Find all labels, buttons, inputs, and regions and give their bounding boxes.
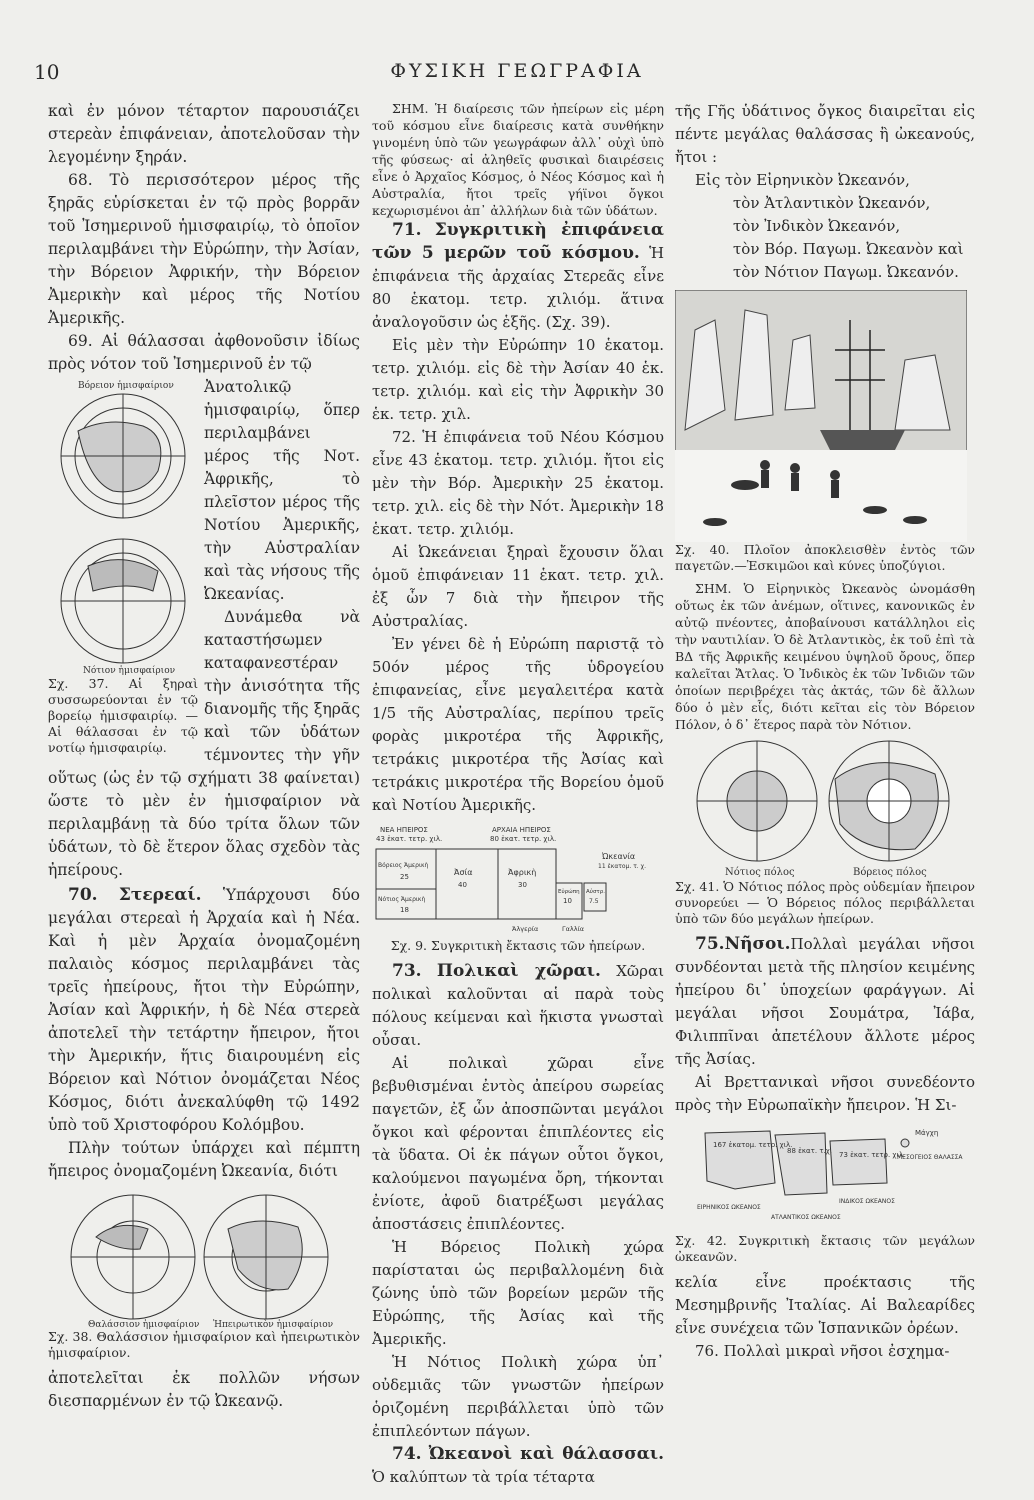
figure-38 <box>48 1189 360 1361</box>
fig39-nea-sub: 43 ἑκατ. τετρ. χιλ. <box>376 835 443 843</box>
fig39-arxaia-sub: 80 ἑκατ. τετρ. χιλ. <box>490 835 557 843</box>
column-1 <box>48 100 360 1413</box>
figure-37 <box>48 376 198 756</box>
section-74-number: 74. <box>392 1444 422 1464</box>
column-2 <box>372 100 664 1489</box>
paragraph-72-b: Αἱ Ὠκεάνειαι ξηραὶ ἔχουσιν ὅλαι ὁμοῦ ἐπιφάνειαν 11 ἑκατ. τετρ. χιλ. ἐξ ὧν 7 διὰ τὴν ἤπειρον τῆς Αὐστραλίας. <box>372 543 664 630</box>
ocean-list-0: Εἰς τὸν Εἰρηνικὸν Ὠκεανόν, <box>695 171 910 189</box>
fig42-atl-value: 88 ἑκατ. τ.χ. <box>787 1147 833 1155</box>
paragraph-76: 76. Πολλαὶ μικραὶ νῆσοι ἐσχημα- <box>695 1342 950 1360</box>
fig39-austr: Αὐστρ. <box>586 889 605 895</box>
section-73-number: 73. <box>392 961 422 981</box>
figure-41-caption: Σχ. 41. Ὁ Νότιος πόλος πρὸς οὐδεμίαν ἤπειρον συνορεύει — Ὁ Βόρειος πόλος περιβάλλεται ὑπὸ τῶν δύο μεγάλων ἠπείρων. <box>675 879 975 926</box>
paragraph-69-a: 69. Αἱ θάλασσαι ἀφθονοῦσιν ἰδίως πρὸς νότον τοῦ Ἰσημερινοῦ ἐν τῷ <box>48 332 360 373</box>
paragraph-75-b: Αἱ Βρεττανικαὶ νῆσοι συνεδέοντο πρὸς τὴν Εὐρωπαϊκὴν ἤπειρον. Ἡ Σι- <box>675 1073 975 1114</box>
figure-38-caption: Σχ. 38. Θαλάσσιον ἡμισφαίριον καὶ ἠπειρωτικὸν ἡμισφαίριον. <box>48 1329 360 1360</box>
poles-figure-41 <box>675 739 965 879</box>
fig39-gallia: Γαλλία <box>562 925 585 933</box>
figure-37-label-bottom: Νότιον ἡμισφαίριον <box>83 666 176 676</box>
figure-41 <box>675 739 975 927</box>
fig39-europi-value: 10 <box>563 897 572 905</box>
section-73-title: Πολικαὶ χῶραι. <box>436 961 601 981</box>
paragraph-75: Πολλαὶ μεγάλαι νῆσοι συνδέονται μετὰ τῆς πλησίον κειμένης ἠπείρου δι᾽ ὑποχείων φαράγγων. Αἱ μεγάλαι νῆσοι Σουμάτρα, Ἰάβα, Φιλιππῖναι ἀπετέλουν ἄλλοτε μέρος τῆς Ἀσίας. <box>675 935 975 1068</box>
figure-38-label-left: Θαλάσσιον ἡμισφαίριον <box>88 1320 200 1329</box>
figure-41-label-left: Νότιος πόλος <box>725 867 795 878</box>
paragraph-70: Ὑπάρχουσι δύο μεγάλαι στερεαὶ ἡ Ἀρχαία καὶ ἡ Νέα. Καὶ ἡ μὲν Ἀρχαία ὀνομαζομένη παλαιὸς κόσμος περιλαμβάνει τὰς τρεῖς ἠπείρους, ἤτοι τὴν Εὐρώπην, Ἀσίαν καὶ Ἀφρικήν, ἡ δὲ Νέα στερεὰ ἀποτελεῖ τὴν τετάρτην ἤπειρον, ἤτοι τὴν Ἀμερικήν, ἥτις διαιρουμένη εἰς Βόρειον καὶ Νότιον ὀνομάζεται Νέος Κόσμος, διότι ἀνεκαλύφθη τῷ 1492 ὑπὸ τοῦ Χριστοφόρου Κολόμβου. <box>48 886 360 1134</box>
fig39-okeania: Ὠκεανία <box>602 852 636 861</box>
paragraph-73-b: Αἱ πολικαὶ χῶραι εἶνε βεβυθισμέναι ἐντὸς ἀπείρου σωρείας παγετῶν, ἐξ ὧν ἀποσπῶνται μεγάλοι ὄγκοι καὶ φέρονται ἐπιπλέοντες εἰς τὰ ὕδατα. Οἱ ἐκ πάγων οὗτοι ὄγκοι, καλούμενοι παγωμένα ὄρη, τήκονται ἐνίοτε, ἀφοῦ διατρέξωσι μεγάλας ἀποστάσεις ἐπιπλέοντες. <box>372 1054 664 1233</box>
section-71-number: 71. <box>392 220 422 240</box>
paragraph-69-b: Ἀνατολικῷ ἡμισφαιρίῳ, ὅπερ περιλαμβάνει μέρος τῆς Νοτ. Ἀφρικῆς, τὸ πλεῖστον μέρος τῆς Νοτίου Ἀμερικῆς, τὴν Αὐστραλίαν καὶ τὰς νήσους τῆς Ὠκεανίας. <box>204 378 360 603</box>
paragraph-72-c: Ἐν γένει δὲ ἡ Εὐρώπη παριστᾷ τὸ 50όν μέρος τῆς ὑδρογείου ἐπιφανείας, εἶνε μεγαλειτέρα κατὰ 1/5 τῆς Αὐστραλίας, περίπου τρεῖς φορὰς μικροτέρα τῆς Ἀφρικῆς, τετράκις μικροτέρα τῆς Ἀσίας καὶ τετράκις μικροτέρα τῆς Βορείου ὁμοῦ καὶ Νοτίου Ἀμερικῆς. <box>372 635 664 814</box>
paragraph-72: 72. Ἡ ἐπιφάνεια τοῦ Νέου Κόσμου εἶνε 43 ἑκατομ. τετρ. χιλιόμ. ἤτοι εἰς μὲν τὴν Βόρ. Ἀμερικὴν 25 ἑκατομ. τετρ. χιλ. εἰς δὲ τὴν Νότ. Ἀμερικὴν 18 ἑκατ. τετρ. χιλιόμ. <box>372 428 664 538</box>
fig42-eir-value: 167 ἑκατομ. τετρ. χιλ. <box>713 1141 793 1149</box>
paragraph-73-d: Ἡ Νότιος Πολικὴ χώρα ὑπ᾽ οὐδεμιᾶς τῶν γνωστῶν ἠπείρων ὁριζομένη περιβάλλεται ὑπὸ τῶν ἐπιπλεόντων πάγων. <box>372 1353 664 1440</box>
figure-38-label-right: Ἠπειρωτικὸν ἡμισφαίριον <box>213 1320 334 1329</box>
figure-39 <box>372 823 664 954</box>
hemispheres-figure-37 <box>48 376 198 676</box>
fig39-europi: Εὐρώπη <box>558 889 580 895</box>
paragraph-71-b: Εἰς μὲν τὴν Εὐρώπην 10 ἑκατομ. τετρ. χιλιόμ. εἰς δὲ τὴν Ἀσίαν 40 ἑκ. τετρ. χιλιόμ. καὶ εἰς τὴν Ἀφρικὴν 30 ἑκ. τετρ. χιλ. <box>372 336 664 423</box>
note-col2: ΣΗΜ. Ἡ διαίρεσις τῶν ἠπείρων εἰς μέρη τοῦ κόσμου εἶνε διαίρεσις κατὰ συνθήκην γινομένη ὑπὸ τῶν γεωγράφων ἀλλ᾽ οὐχὶ ὑπὸ τῆς φύσεως· αἱ ἀληθεῖς φυσικαὶ διαιρέσεις εἶνε ὁ Ἀρχαῖος Κόσμος, ὁ Νέος Κόσμος καὶ ἡ Αὐστραλία, ἤτοι τρεῖς γήϊνοι ὄγκοι κεχωρισμένοι ἀπ᾽ ἀλλήλων διὰ τῶν ὑδάτων. <box>372 101 664 218</box>
section-70-number: 70. <box>68 885 98 905</box>
paragraph-end-col1: ἀποτελεῖται ἐκ πολλῶν νήσων διεσπαρμένων ἐν τῷ Ὠκεανῷ. <box>48 1369 360 1410</box>
fig42-mes: ΜΕΣΟΓΕΙΟΣ ΘΑΛΑΣΣΑ <box>897 1154 963 1161</box>
fig42-eir: ΕΙΡΗΝΙΚΟΣ ΩΚΕΑΝΟΣ <box>697 1204 761 1211</box>
continents-area-diagram <box>372 823 662 938</box>
figure-37-label-top: Βόρειον ἡμισφαίριον <box>78 381 174 391</box>
fig39-algeria: Ἀλγερία <box>512 925 539 933</box>
running-title: ΦΥΣΙΚΗ ΓΕΩΓΡΑΦΙΑ <box>390 60 644 82</box>
page-header <box>0 60 1034 90</box>
fig42-ind: ΙΝΔΙΚΟΣ ΩΚΕΑΝΟΣ <box>839 1198 895 1205</box>
fig39-okeania-value: 11 ἑκατομ. τ. χ. <box>598 863 646 870</box>
section-75-number: 75. <box>695 934 725 954</box>
section-70-title: Στερεαί. <box>118 885 202 905</box>
paragraph-71: Ἡ ἐπιφάνεια τῆς ἀρχαίας Στερεᾶς εἶνε 80 ἑκατομ. τετρ. χιλιόμ. ἅτινα ἀναλογοῦσιν ὡς ἑξῆς. (Σχ. 39). <box>372 244 664 331</box>
figure-39-caption: Σχ. 9. Συγκριτικὴ ἔκτασις τῶν ἠπείρων. <box>390 938 646 953</box>
paragraph-70-b: Πλὴν τούτων ὑπάρχει καὶ πέμπτη ἤπειρος ὀνομαζομένη Ὠκεανία, διότι <box>48 1139 360 1180</box>
paragraph-68: 68. Τὸ περισσότερον μέρος τῆς ξηρᾶς εὑρίσκεται ἐν τῷ πρὸς βορρᾶν τοῦ Ἰσημερινοῦ ἡμισφαιρίῳ, τὸ ὁποῖον περιλαμβάνει τὴν Εὐρώπην, τὴν Ἀσίαν, τὴν Βόρειον Ἀφρικήν, τὴν Βόρειον Ἀμερικὴν καὶ μέρος τῆς Νοτίου Ἀμερικῆς. <box>48 171 360 327</box>
note-col3: ΣΗΜ. Ὁ Εἰρηνικὸς Ὠκεανὸς ὠνομάσθη οὕτως ἐκ τῶν ἀνέμων, οἵτινες, κανονικῶς ἐν αὐτῷ πνέοντες, ἀποβαίνουσι κατάλληλοι εἰς τὴν ναυτιλίαν. Ὁ δὲ Ἀτλαντικὸς, ἐκ τοῦ ἐπὶ τὰ ΒΔ τῆς Ἀφρικῆς κειμένου ὑψηλοῦ ὄρους, ὅπερ καλεῖται Ἄτλας. Ὁ Ἰνδικὸς ἐκ τῶν Ἰνδιῶν τῶν ὁποίων περιβρέχει τὰς ἀκτάς, τῶν δὲ ἄλλων δύο ὁ μὲν εἷς, διότι κεῖται εἰς τὸν Βόρειον Πόλον, ὁ δ᾽ ἕτερος παρὰ τὸν Νότιον. <box>675 581 975 732</box>
paragraph-intro: καὶ ἐν μόνον τέταρτον παρουσιάζει στερεὰν ἐπιφάνειαν, ἀποτελοῦσαν τὴν λεγομένην ξηράν. <box>48 102 360 166</box>
fig39-afriki: Ἀφρικὴ <box>508 868 537 877</box>
hemispheres-figure-38 <box>48 1189 348 1329</box>
fig39-not-amer-value: 18 <box>400 906 409 914</box>
section-74-title: Ὠκεανοὶ καὶ θάλασσαι. <box>428 1444 664 1464</box>
paragraph-intro-col3: τῆς Γῆς ὑδάτινος ὄγκος διαιρεῖται εἰς πέντε μεγάλας θαλάσσας ἢ ὠκεανούς, ἤτοι : <box>675 102 975 166</box>
ship-in-ice-engraving <box>675 290 967 542</box>
fig39-asia-value: 40 <box>458 881 467 889</box>
fig39-not-amer: Νότιος Ἀμερικὴ <box>378 896 426 903</box>
ocean-list-2: τὸν Ἰνδικὸν Ὠκεανόν, <box>733 217 901 235</box>
figure-42 <box>675 1123 975 1265</box>
paragraph-69-c: Δυνάμεθα νὰ καταστήσωμεν καταφανεστέραν τὴν ἀνισότητα τῆς διανομῆς τῆς ξηρᾶς καὶ τῶν ὑδάτων τέμνοντες τὴν γῆν οὕτως (ὡς ἐν τῷ σχήματι 38 φαίνεται) ὥστε τὸ μὲν ἐν ἡμισφαίριον νὰ περιλαμβάνῃ τὰ δύο τρίτα ὅλων τῶν ὑδάτων, τὸ δὲ ἕτερον ὅλας σχεδὸν τὰς ἠπείρους. <box>48 608 360 879</box>
paragraph-74: Ὁ καλύπτων τὰ τρία τέταρτα <box>372 1468 595 1486</box>
fig42-mes-value: Μάγχη <box>915 1129 939 1137</box>
figure-40-caption: Σχ. 40. Πλοῖον ἀποκλεισθὲν ἐντὸς τῶν παγετῶν.—Ἐσκιμῶοι καὶ κύνες ὑποζύγιοι. <box>675 542 975 573</box>
paragraph-73: Χῶραι πολικαὶ καλοῦνται αἱ παρὰ τοὺς πόλους κείμεναι καὶ ἥκιστα γνωσταὶ οὖσαι. <box>372 962 664 1049</box>
column-3 <box>675 100 975 1363</box>
fig39-bor-amer-value: 25 <box>400 873 409 881</box>
paragraph-73-c: Ἡ Βόρειος Πολικὴ χώρα παρίσταται ὡς περιβαλλομένη διὰ ζώνης ὑπὸ τῶν βορείων μερῶν τῆς Εὐρώπης, τῆς Ἀσίας καὶ τῆς Ἀμερικῆς. <box>372 1238 664 1348</box>
paragraph-end-col3: κελία εἶνε προέκτασις τῆς Μεσημβρινῆς Ἰταλίας. Αἱ Βαλεαρίδες εἶνε συνέχεια τῶν Ἱσπανικῶν ὀρέων. <box>675 1273 975 1337</box>
fig39-afriki-value: 30 <box>518 881 527 889</box>
figure-37-caption: Σχ. 37. Αἱ ξηραὶ συσσωρεύονται ἐν τῷ βορείῳ ἡμισφαιρίῳ. — Αἱ θάλασσαι ἐν τῷ νοτίῳ ἡμισφαιρίῳ. <box>48 676 198 755</box>
fig39-austr-value: 7.5 <box>589 898 599 905</box>
fig39-bor-amer: Βόρειος Ἀμερικὴ <box>378 862 429 869</box>
fig39-nea-title: ΝΕΑ ΗΠΕΙΡΟΣ <box>380 826 428 834</box>
fig42-ind-value: 73 ἑκατ. τετρ. χιλ. <box>839 1151 906 1159</box>
figure-40 <box>675 290 975 574</box>
section-75-title: Νῆσοι. <box>724 934 791 954</box>
page-number: 10 <box>34 60 60 84</box>
ocean-list-3: τὸν Βόρ. Παγωμ. Ὠκεανὸν καὶ <box>733 240 964 258</box>
section-71-title: Συγκριτικὴ ἐπιφάνεια τῶν 5 μερῶν τοῦ κόσμου. <box>372 220 664 263</box>
fig39-arxaia-title: ΑΡΧΑΙΑ ΗΠΕΙΡΟΣ <box>492 826 551 834</box>
fig39-asia: Ἀσία <box>454 868 473 877</box>
oceans-area-diagram <box>675 1123 970 1233</box>
ocean-list-4: τὸν Νότιον Παγωμ. Ὠκεανόν. <box>733 263 959 281</box>
figure-41-label-right: Βόρειος πόλος <box>853 867 927 878</box>
ocean-list-1: τὸν Ἀτλαντικὸν Ὠκεανόν, <box>733 194 931 212</box>
figure-42-caption: Σχ. 42. Συγκριτικὴ ἔκτασις τῶν μεγάλων ὠκεανῶν. <box>675 1233 975 1264</box>
fig42-atl: ΑΤΛΑΝΤΙΚΟΣ ΩΚΕΑΝΟΣ <box>771 1214 841 1221</box>
